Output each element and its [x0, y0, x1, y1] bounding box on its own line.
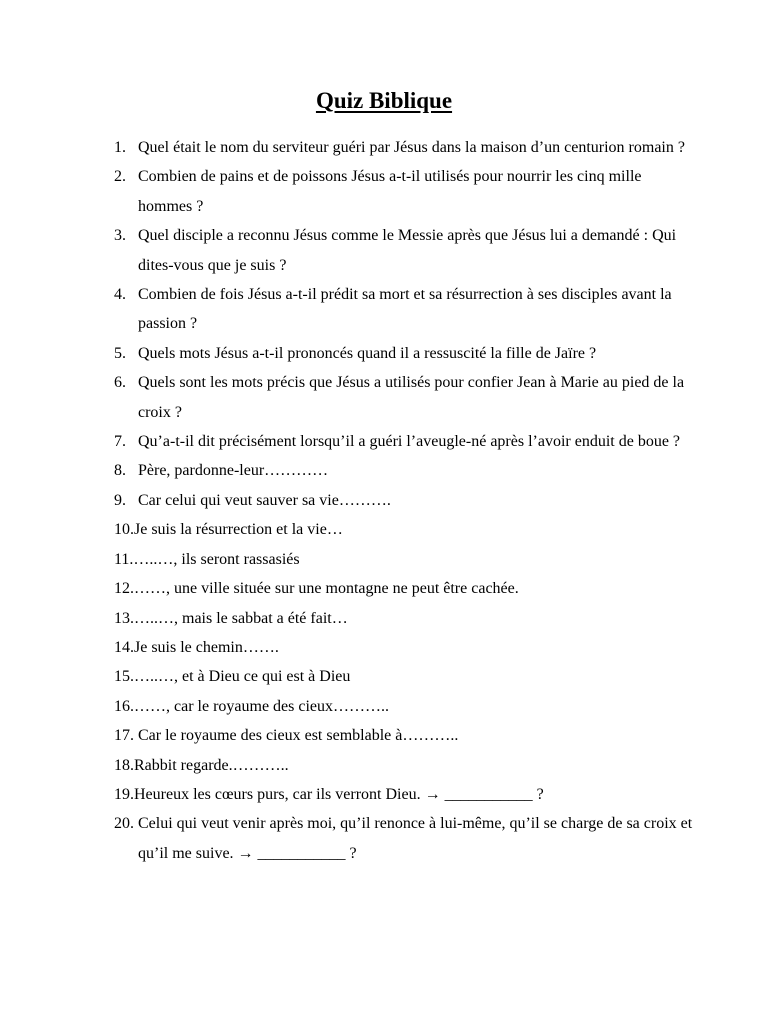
question-text: Car le royaume des cieux est semblable à………..: [134, 727, 459, 745]
question-number: 18.: [114, 756, 134, 774]
question-number: 7.: [114, 433, 126, 451]
question-text: Quels mots Jésus a-t-il prononcés quand il a ressuscité la fille de Jaïre ?: [138, 344, 597, 362]
question-text: Père, pardonne-leur…………: [138, 462, 329, 480]
question-item-18: [114, 751, 694, 780]
question-item-7: [114, 427, 694, 456]
question-item-11: [114, 545, 694, 574]
question-text: Je suis le chemin…….: [134, 638, 279, 656]
question-text: Celui qui veut venir après moi, qu’il renonce à lui-même, qu’il se charge de sa croix et qu’il me suive. → ___________ ?: [138, 815, 693, 862]
question-item-19: [114, 780, 694, 809]
question-number: 16.: [114, 697, 134, 715]
question-item-13: [114, 604, 694, 633]
question-text: Combien de fois Jésus a-t-il prédit sa mort et sa résurrection à ses disciples avant la passion ?: [138, 286, 672, 333]
question-number: 2.: [114, 168, 126, 186]
question-item-20: [114, 809, 694, 868]
question-item-3: [114, 221, 694, 280]
question-item-2: [114, 162, 694, 221]
question-item-8: [114, 456, 694, 485]
question-text: …..…, ils seront rassasiés: [133, 550, 300, 568]
page-title: Quiz Biblique: [315, 88, 453, 113]
question-number: 20.: [114, 815, 134, 833]
question-number: 12.: [114, 580, 134, 598]
question-item-14: [114, 633, 694, 662]
question-text: Combien de pains et de poissons Jésus a-t-il utilisés pour nourrir les cinq mille hommes ?: [138, 168, 642, 215]
question-item-12: [114, 574, 694, 603]
question-number: 17.: [114, 727, 134, 745]
question-item-10: [114, 515, 694, 544]
question-item-17: [114, 721, 694, 750]
question-text: Car celui qui veut sauver sa vie……….: [138, 491, 391, 509]
question-item-1: [114, 133, 694, 162]
question-number: 14.: [114, 638, 134, 656]
question-text: Quel disciple a reconnu Jésus comme le Messie après que Jésus lui a demandé : Qui dites-vous que je suis ?: [138, 227, 677, 274]
question-number: 8.: [114, 462, 126, 480]
question-number: 5.: [114, 344, 126, 362]
question-number: 10.: [114, 521, 134, 539]
question-item-6: [114, 368, 694, 427]
question-text: ……, car le royaume des cieux………..: [134, 697, 390, 715]
question-number: 19.: [114, 785, 134, 803]
question-text: Qu’a-t-il dit précisément lorsqu’il a guéri l’aveugle-né après l’avoir enduit de boue ?: [138, 433, 681, 451]
question-number: 11.: [114, 550, 134, 568]
question-number: 3.: [114, 227, 126, 245]
question-item-16: [114, 692, 694, 721]
question-number: 13.: [114, 609, 134, 627]
question-number: 6.: [114, 374, 126, 392]
question-text: Rabbit regarde.………..: [134, 756, 289, 774]
question-text: …..…, mais le sabbat a été fait…: [134, 609, 348, 627]
question-item-9: [114, 486, 694, 515]
question-number: 9.: [114, 491, 126, 509]
question-number: 15.: [114, 668, 134, 686]
question-text: …..…, et à Dieu ce qui est à Dieu: [134, 668, 351, 686]
question-text: Quels sont les mots précis que Jésus a utilisés pour confier Jean à Marie au pied de la croix ?: [138, 374, 685, 421]
question-text: Je suis la résurrection et la vie…: [134, 521, 343, 539]
question-list: [114, 133, 694, 868]
question-number: 1.: [114, 139, 126, 156]
question-item-15: [114, 662, 694, 691]
question-item-5: [114, 339, 694, 368]
question-text: Heureux les cœurs purs, car ils verront Dieu. → ___________ ?: [134, 785, 544, 803]
question-item-4: [114, 280, 694, 339]
question-text: Quel était le nom du serviteur guéri par Jésus dans la maison d’un centurion romain ?: [138, 139, 685, 156]
question-text: ……, une ville située sur une montagne ne peut être cachée.: [134, 580, 519, 598]
question-number: 4.: [114, 286, 126, 304]
